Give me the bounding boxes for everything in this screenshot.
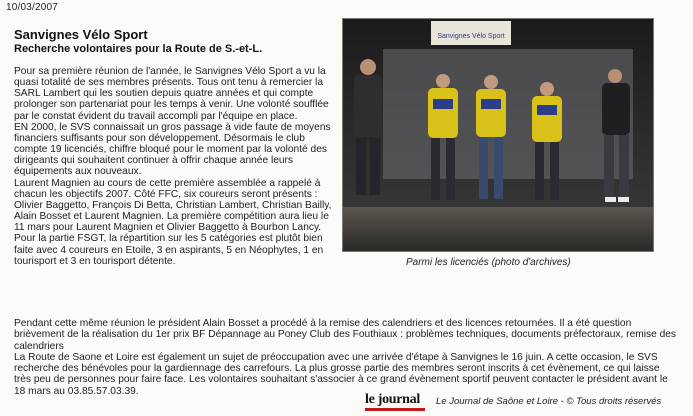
article-title: Sanvignes Vélo Sport: [14, 27, 148, 42]
footer-credit: Le Journal de Saône et Loire - © Tous droits réservés: [436, 396, 662, 407]
date-line: 10/03/2007: [6, 2, 59, 13]
logo-underline: [365, 408, 425, 411]
article-photo: [342, 18, 654, 252]
article-body-bottom: Pendant cette même réunion le président Alain Bosset a procédé à la remise des calendriers et des licences retournées. Il a été question brièvement de la réalisation du 1er prix BF Dépannage au Poney Club des Fouthiaux : problèmes techniques, documents préfectoraux, remise des calendriers La Route de Saone et Loire est également un sujet de préoccupation avec une arrivée d'étape à Sanvignes le 16 juin. A cette occasion, le SVS recherche des bénévoles pour la gardiennage des carrefours. La plus grosse partie des membres seront inscrits à cet évènement, ce qui laisse très peu de personnes pour faire face. Les volontaires souhaitant s'associer à ce grand évènement sportif peuvent contacter le président avant le 18 mars au 03.85.57.03.39.: [14, 318, 676, 397]
logo-text: le journal: [365, 392, 420, 407]
photo-banner-text: Sanvignes Vélo Sport: [437, 33, 505, 40]
article-subtitle: Recherche volontaires pour la Route de S.-et-L.: [14, 43, 263, 55]
team-photo-illustration: [343, 19, 653, 251]
le-journal-logo: [365, 392, 420, 408]
article-body-top: Pour sa première réunion de l'année, le Sanvignes Vélo Sport a vu la quasi totalité de ses membres présents. Tous ont tenu à remercier la SARL Lambert qui les soutien depuis quatre années et qui compte prolonger son partenariat pour les temps à venir. Une volonté soufflée par le constat évident du travail accompli par l'équipe en place. EN 2000, le SVS connaissait un gros passage à vide faute de moyens financiers suffisants pour son développement. Désormais le club compte 19 licenciés, chiffre bloqué pour le moment par la volonté des dirigeants qui souhaitent continuer à offrir chaque année leurs équipements aux nouveaux. Laurent Magnien au cours de cette première assemblée a rappelé à chacun les objectifs 2007. Côté FFC, six coureurs seront présents : Olivier Baggetto, François Di Betta, Christian Lambert, Christian Bailly, Alain Bosset et Laurent Magnien. La première compétition aura lieu le 11 mars pour Laurent Magnien et Olivier Baggetto à Bourbon Lancy. Pour la partie FSGT, la répartition sur les 5 catégories est plutôt bien faite avec 4 coureurs en Etoile, 3 en aspirants, 5 en Néophytes, 1 en tourisport et 3 en tourisport détente.: [14, 66, 332, 267]
photo-caption: Parmi les licenciés (photo d'archives): [406, 257, 571, 268]
